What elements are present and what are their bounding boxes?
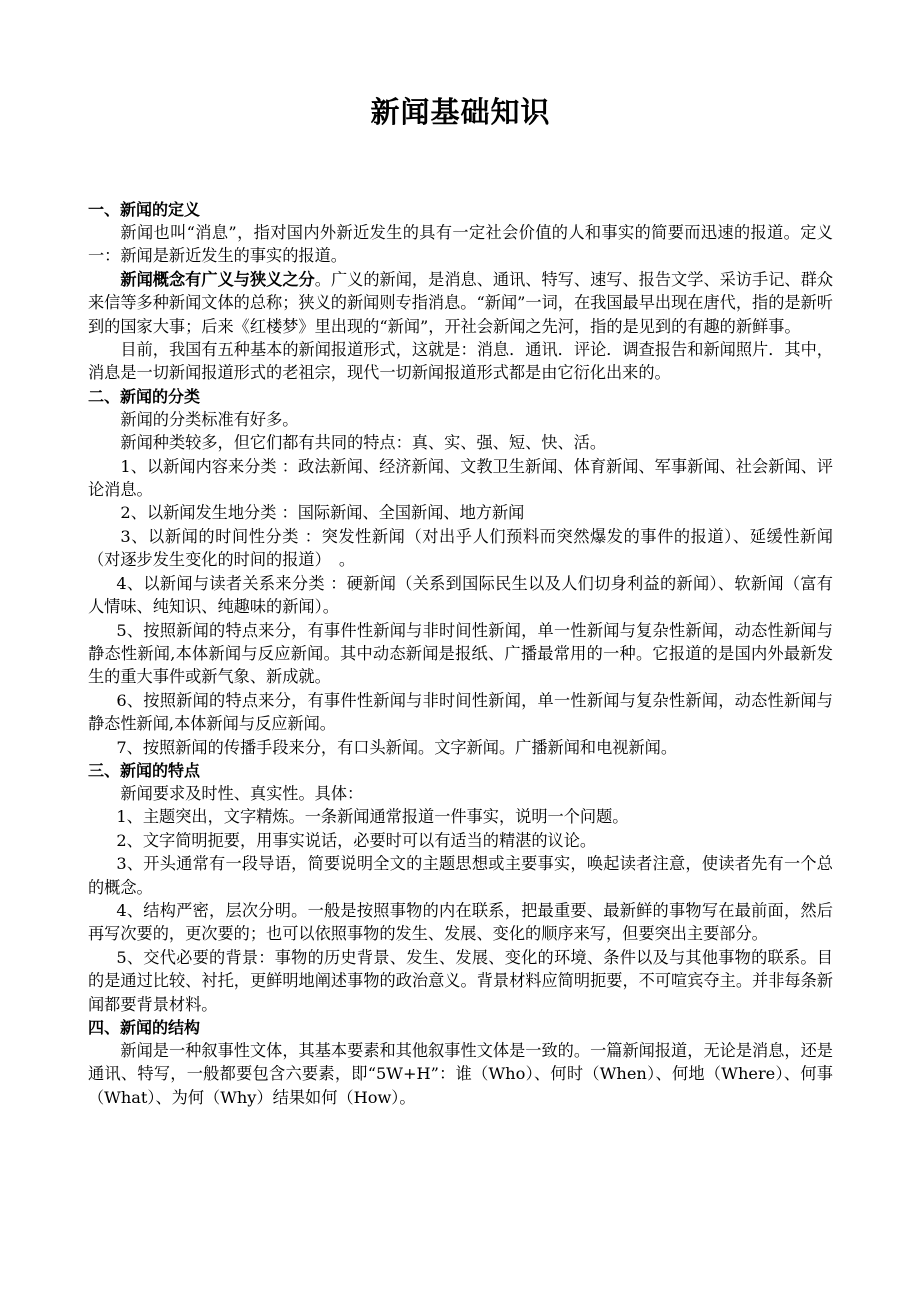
list-item: 1、主题突出，文字精炼。一条新闻通常报道一件事实，说明一个问题。 bbox=[116, 807, 629, 827]
section-definition bbox=[88, 198, 833, 385]
section-structure bbox=[88, 1016, 833, 1109]
list-item: 7、按照新闻的传播手段来分，有口头新闻。文字新闻。广播新闻和电视新闻。 bbox=[116, 737, 678, 757]
paragraph: 目前，我国有五种基本的新闻报道形式，这就是：消息．通讯．评论．调查报告和新闻照片．其中，消息是一切新闻报道形式的老祖宗，现代一切新闻报道形式都是由它衍化出来的。 bbox=[88, 340, 833, 383]
bold-lead-text: 新闻概念有广义与狭义之分 bbox=[120, 269, 315, 289]
list-item: 3、以新闻的时间性分类 ：突发性新闻（对出乎人们预料而突然爆发的事件的报道）、延缓性新闻（对逐步发生变化的时间的报道） 。 bbox=[88, 526, 833, 570]
list-item: 6、按照新闻的特点来分，有事件性新闻与非时间性新闻，单一性新闻与复杂性新闻，动态性新闻与静态性新闻,本体新闻与反应新闻。 bbox=[88, 690, 833, 734]
paragraph: 新闻是一种叙事性文体，其基本要素和其他叙事性文体是一致的。一篇新闻报道，无论是消息，还是通讯、特写，一般都要包含六要素，即“5W+H”：谁（Who）、何时（When）、何地（Where）、何事（What）、为何（Why）结果如何（How）。 bbox=[88, 1041, 833, 1107]
list-item: 2、以新闻发生地分类 ：国际新闻、全国新闻、地方新闻 bbox=[120, 503, 525, 523]
paragraph-rest: 。广义的新闻，是消息、通讯、特写、速写、报告文学、采访手记、群众来信等多种新闻文体的总称；狭义的新闻则专指消息。“新闻”一词，在我国最早出现在唐代，指的是新听到的国家大事；后来《红楼梦》里出现的“新闻”，开社会新闻之先河，指的是见到的有趣的新鲜事。 bbox=[88, 269, 834, 336]
section-heading: 四、新闻的结构 bbox=[88, 1018, 201, 1037]
section-heading: 一、新闻的定义 bbox=[88, 200, 201, 219]
list-item: 4、结构严密，层次分明。一般是按照事物的内在联系，把最重要、最新鲜的事物写在最前面，然后再写次要的，更次要的；也可以依照事物的发生、发展、变化的顺序来写，但要突出主要部分。 bbox=[88, 900, 833, 944]
paragraph: 新闻要求及时性、真实性。具体： bbox=[120, 783, 364, 803]
section-heading: 二、新闻的分类 bbox=[88, 386, 201, 406]
paragraph: 新闻种类较多，但它们都有共同的特点：真、实、强、短、快、活。 bbox=[120, 433, 607, 453]
list-item: 5、按照新闻的特点来分，有事件性新闻与非时间性新闻，单一性新闻与复杂性新闻，动态性新闻与静态性新闻,本体新闻与反应新闻。其中动态新闻是报纸、广播最常用的一种。它报道的是国内外最新发生的重大事件或新气象、新成就。 bbox=[88, 620, 833, 687]
section-heading: 三、新闻的特点 bbox=[88, 760, 201, 780]
list-item: 5、交代必要的背景：事物的历史背景、发生、发展、变化的环境、条件以及与其他事物的联系。目的是通过比较、衬托，更鲜明地阐述事物的政治意义。背景材料应简明扼要，不可喧宾夺主。并非每条新闻都要背景材料。 bbox=[88, 947, 833, 1014]
document-page bbox=[88, 92, 833, 1109]
paragraph: 新闻的分类标准有好多。 bbox=[120, 409, 299, 429]
document-title: 新闻基础知识 bbox=[370, 95, 551, 129]
list-item: 2、文字简明扼要，用事实说话，必要时可以有适当的精湛的议论。 bbox=[116, 830, 597, 850]
list-item: 3、开头通常有一段导语，简要说明全文的主题思想或主要事实，唤起读者注意，使读者先有一个总的概念。 bbox=[88, 854, 833, 897]
paragraph: 新闻也叫“消息”，指对国内外新近发生的具有一定社会价值的人和事实的简要而迅速的报道。定义一：新闻是新近发生的事实的报道。 bbox=[88, 223, 833, 266]
section-classification bbox=[88, 385, 833, 759]
list-item: 4、以新闻与读者关系来分类 ：硬新闻（关系到国际民生以及人们切身利益的新闻）、软新闻（富有人情味、纯知识、纯趣味的新闻）。 bbox=[88, 573, 833, 617]
list-item: 1、以新闻内容来分类 ：政法新闻、经济新闻、文教卫生新闻、体育新闻、军事新闻、社会新闻、评论消息。 bbox=[88, 456, 833, 500]
paragraph bbox=[88, 268, 833, 338]
section-features bbox=[88, 759, 833, 1016]
